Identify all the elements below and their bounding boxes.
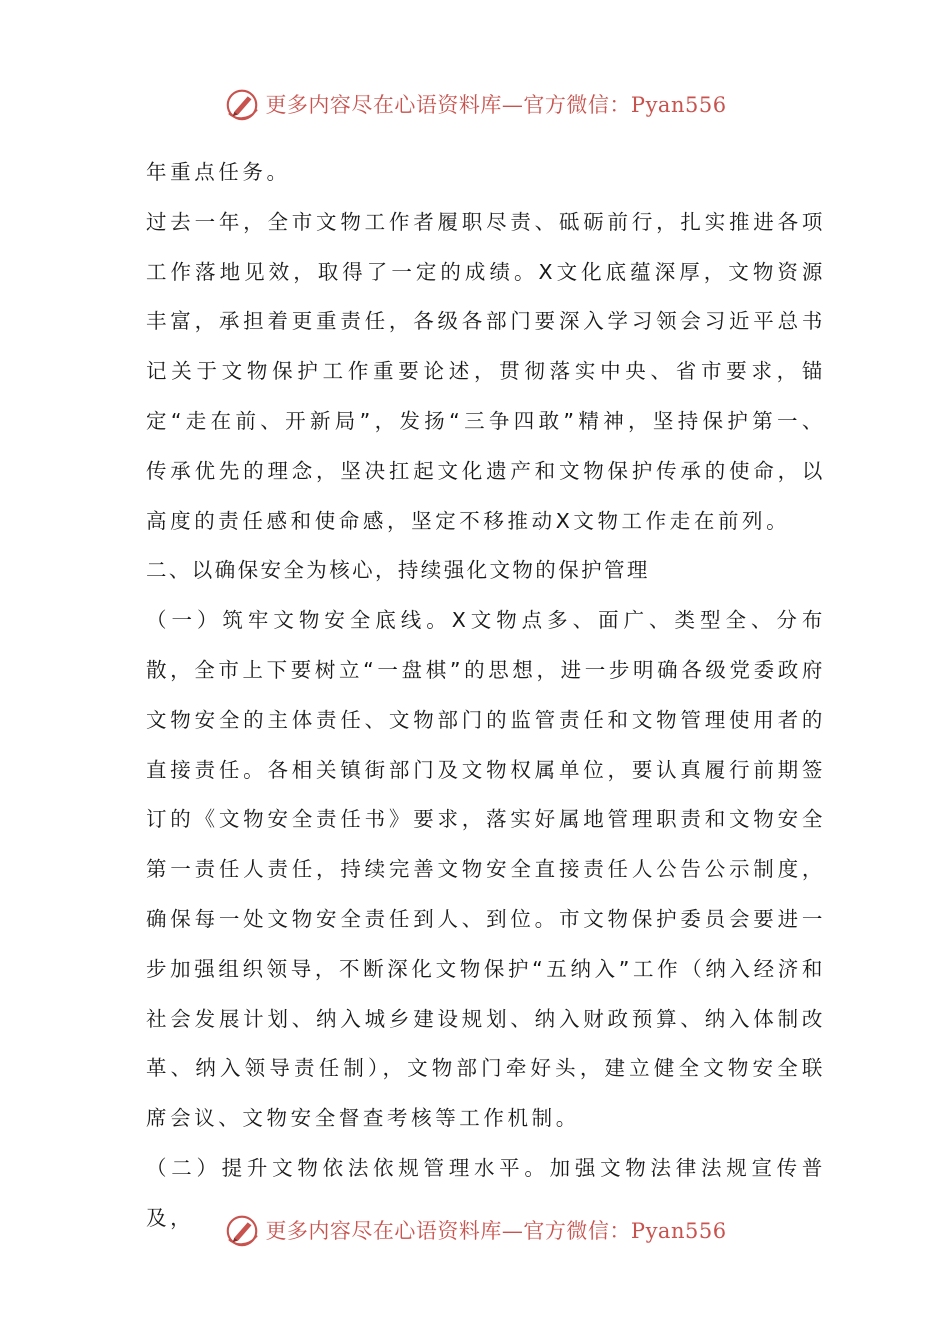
header-banner-text: 更多内容尽在心语资料库—官方微信：Pyan556 bbox=[265, 93, 727, 117]
paragraph-review: 过去一年，全市文物工作者履职尽责、砥砺前行，扎实推进各项工作落地见效，取得了一定的成绩。X文化底蕴深厚，文物资源丰富，承担着更重责任，各级各部门要深入学习领会习近平总书记关于文物保护工作重要论述，贯彻落实中央、省市要求，锚定“走在前、开新局”，发扬“三争四敢”精神，坚持保护第一、传承优先的理念，坚决扛起文化遗产和文物保护传承的使命，以高度的责任感和使命感，坚定不移推动X文物工作走在前列。 bbox=[146, 209, 826, 533]
footer-banner-text: 更多内容尽在心语资料库—官方微信：Pyan556 bbox=[265, 1219, 727, 1243]
document-body bbox=[146, 148, 826, 1244]
footer-banner bbox=[0, 1208, 950, 1252]
paragraph-safety-baseline: （一）筑牢文物安全底线。X文物点多、面广、类型全、分布散，全市上下要树立“一盘棋”的思想，进一步明确各级党委政府文物安全的主体责任、文物部门的监管责任和文物管理使用者的直接责任。各相关镇街部门及文物权属单位，要认真履行前期签订的《文物安全责任书》要求，落实好属地管理职责和文物安全第一责任人责任，持续完善文物安全直接责任人公告公示制度，确保每一处文物安全责任到人、到位。市文物保护委员会要进一步加强组织领导，不断深化文物保护“五纳入”工作（纳入经济和社会发展计划、纳入城乡建设规划、纳入财政预算、纳入体制改革、纳入领导责任制），文物部门牵好头，建立健全文物安全联席会议、文物安全督查考核等工作机制。 bbox=[146, 608, 826, 1131]
header-banner bbox=[0, 82, 950, 126]
pen-logo-icon bbox=[223, 85, 261, 123]
pen-logo-icon bbox=[223, 1211, 261, 1249]
paragraph-legal-management: （二）提升文物依法依规管理水平。加强文物法律法规宣传普及， bbox=[146, 1155, 826, 1230]
section-heading: 二、以确保安全为核心，持续强化文物的保护管理 bbox=[146, 558, 650, 583]
paragraph-continuation: 年重点任务。 bbox=[146, 160, 291, 184]
